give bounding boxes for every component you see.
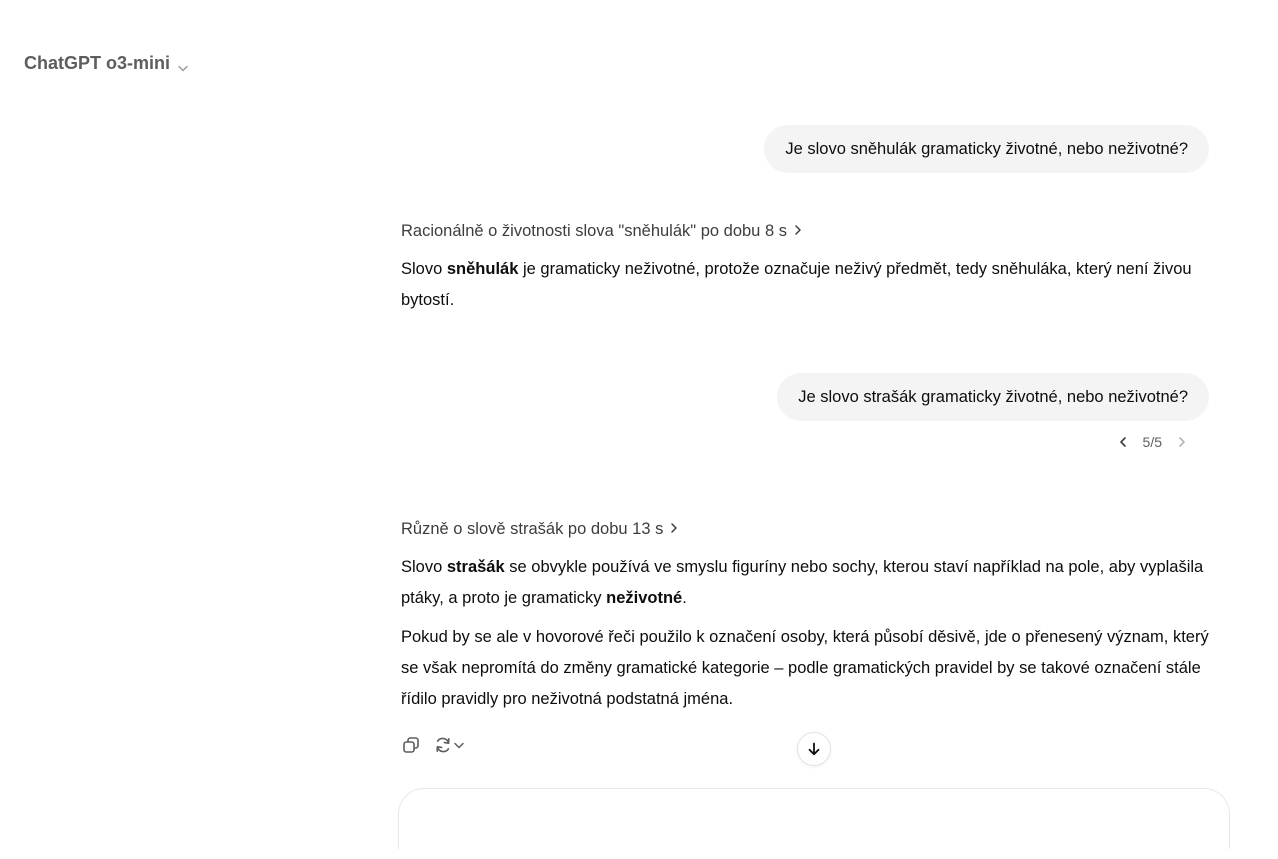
user-message-text: Je slovo strašák gramaticky životné, nebo neživotné?: [798, 388, 1188, 406]
message-actions: [401, 734, 465, 756]
text-run: je gramaticky neživotné, protože označuje neživý předmět, tedy sněhuláka, který není živou bytostí.: [401, 260, 1192, 309]
arrow-down-icon: [806, 741, 822, 757]
model-selector[interactable]: [24, 53, 189, 74]
user-message-text: Je slovo sněhulák gramaticky životné, nebo neživotné?: [785, 140, 1188, 158]
chevron-right-icon: [669, 520, 679, 539]
previous-version-button[interactable]: [1113, 431, 1133, 453]
regenerate-icon: [433, 735, 453, 755]
copy-icon: [401, 735, 421, 755]
message-version-pager: [1113, 431, 1192, 453]
next-version-button[interactable]: [1172, 431, 1192, 453]
message-composer[interactable]: [398, 788, 1230, 849]
text-run: Slovo: [401, 260, 447, 278]
answer-paragraph: [401, 254, 1211, 316]
chevron-down-icon: [453, 739, 465, 751]
chevron-down-icon: [177, 58, 189, 70]
scroll-to-bottom-button[interactable]: [797, 732, 831, 766]
answer-paragraph: Pokud by se ale v hovorové řeči použilo k označení osoby, která působí děsivě, jde o přenesený význam, který se však nepromítá do změny gramatické kategorie – podle gramatických pravidel by se takové označení stále řídilo pravidly pro neživotná podstatná jména.: [401, 628, 1209, 708]
reasoning-toggle[interactable]: [401, 520, 679, 539]
chevron-left-icon: [1118, 436, 1128, 448]
user-message-bubble: [764, 125, 1209, 173]
answer-paragraph: [401, 552, 1211, 614]
regenerate-button[interactable]: [433, 734, 465, 756]
reasoning-toggle[interactable]: [401, 222, 803, 241]
bold-term: sněhulák: [446, 260, 519, 278]
copy-button[interactable]: [401, 734, 421, 756]
chevron-right-icon: [1177, 436, 1187, 448]
assistant-answer: [401, 552, 1211, 715]
bold-term: neživotné: [606, 589, 683, 607]
chevron-right-icon: [793, 222, 803, 241]
text-run: se obvykle používá ve smyslu figuríny nebo sochy, kterou staví například na pole, aby vyplašila ptáky, a proto je gramaticky: [401, 558, 1204, 607]
reasoning-label: Různě o slově strašák po dobu 13 s: [401, 520, 664, 538]
version-counter: 5/5: [1142, 434, 1162, 450]
bold-term: strašák: [446, 558, 505, 576]
assistant-answer: [401, 254, 1211, 316]
text-run: .: [682, 589, 687, 607]
user-message-bubble: [777, 373, 1209, 421]
reasoning-label: Racionálně o životnosti slova "sněhulák" po dobu 8 s: [401, 222, 787, 240]
model-name: ChatGPT o3-mini: [24, 53, 171, 73]
text-run: Slovo: [401, 558, 447, 576]
